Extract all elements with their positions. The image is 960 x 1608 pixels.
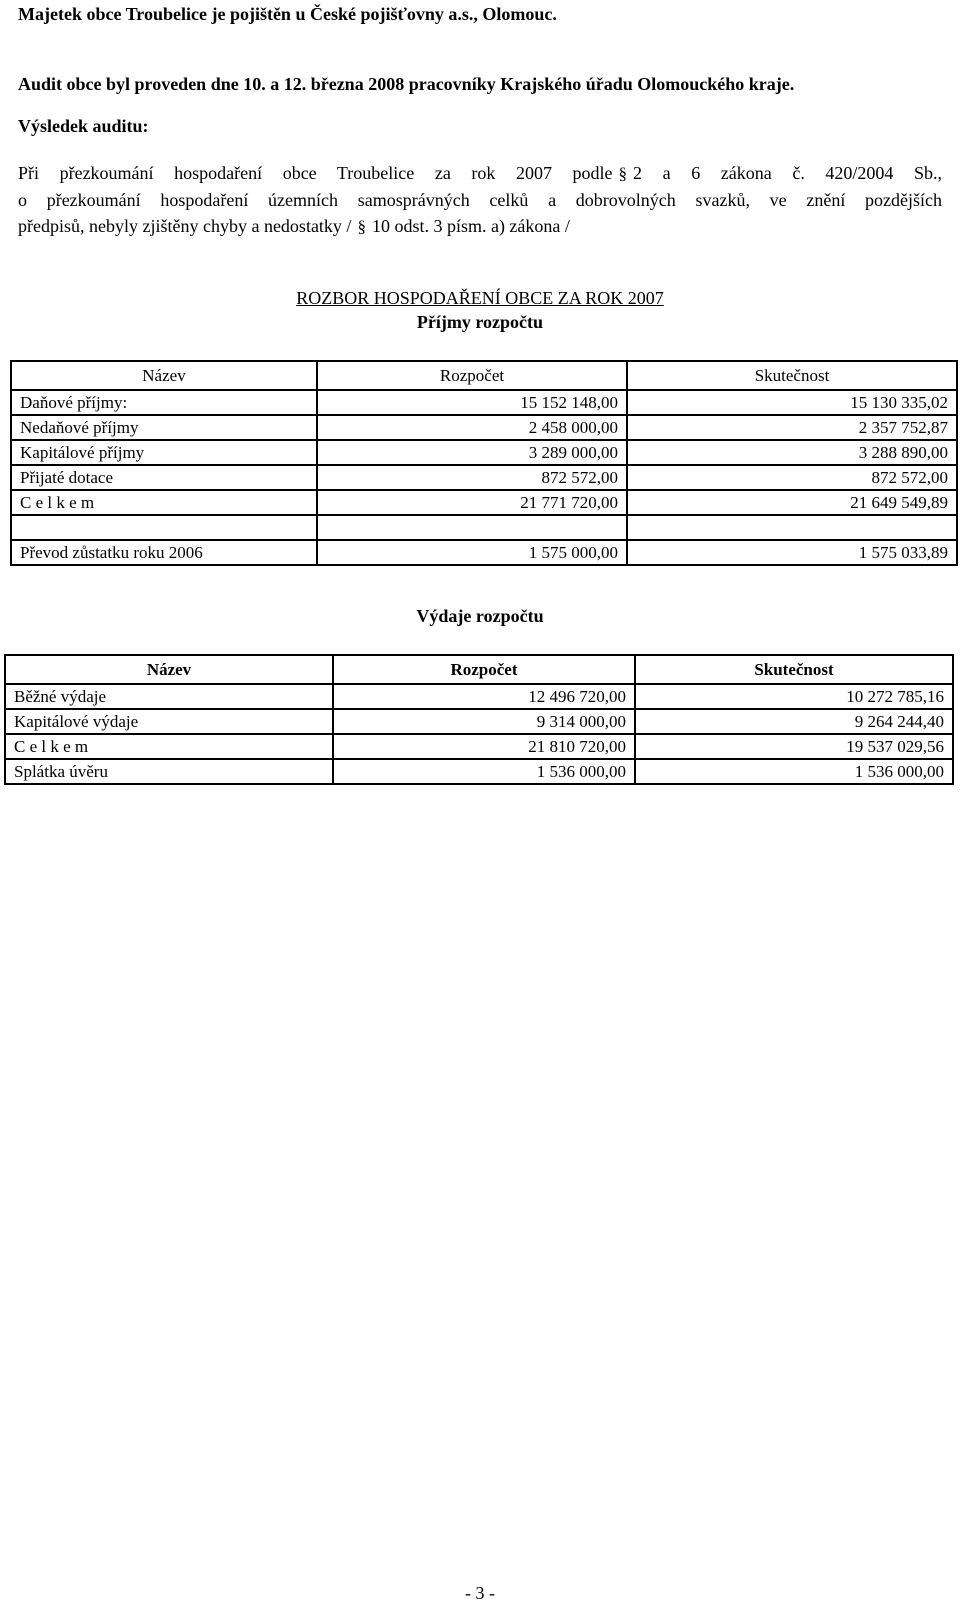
insurance-line: Majetek obce Troubelice je pojištěn u České pojišťovny a.s., Olomouc. — [18, 4, 557, 24]
audit-text-line-2: o přezkoumání hospodaření územních samosprávných celků a dobrovolných svazků, ve znění pozdějších — [18, 190, 942, 210]
budget-value: 21 810 720,00 — [333, 734, 635, 759]
budget-value: 1 536 000,00 — [333, 759, 635, 784]
audit-result-heading: Výsledek auditu: — [18, 116, 149, 136]
section-symbol: § — [618, 164, 628, 183]
row-label: Daňové příjmy: — [11, 390, 317, 415]
table-row-transfer — [11, 540, 957, 565]
table-row — [5, 709, 953, 734]
row-label: Nedaňové příjmy — [11, 415, 317, 440]
table-row-total — [5, 734, 953, 759]
analysis-title: ROZBOR HOSPODAŘENÍ OBCE ZA ROK 2007 — [296, 288, 664, 308]
income-title: Příjmy rozpočtu — [416, 312, 544, 332]
row-label: Převod zůstatku roku 2006 — [11, 540, 317, 565]
row-label: Kapitálové výdaje — [5, 709, 333, 734]
audit-line: Audit obce byl proveden dne 10. a 12. března 2008 pracovníky Krajského úřadu Olomouckého kraje. — [18, 74, 795, 94]
budget-value: 3 289 000,00 — [317, 440, 627, 465]
budget-value: 21 771 720,00 — [317, 490, 627, 515]
row-label: C e l k e m — [11, 490, 317, 515]
column-header: Název — [11, 361, 317, 390]
column-header: Rozpočet — [317, 361, 627, 390]
column-header: Skutečnost — [635, 655, 953, 684]
income-table — [10, 360, 958, 566]
section-symbol: § — [357, 217, 366, 236]
table-row — [11, 415, 957, 440]
table-row — [11, 440, 957, 465]
table-header-row — [5, 655, 953, 684]
row-label: Splátka úvěru — [5, 759, 333, 784]
row-label: Kapitálové příjmy — [11, 440, 317, 465]
row-label: Přijaté dotace — [11, 465, 317, 490]
audit-text-line-3: předpisů, nebyly zjištěny chyby a nedostatky / § 10 odst. 3 písm. a) zákona / — [18, 216, 570, 236]
expense-title: Výdaje rozpočtu — [416, 606, 544, 626]
budget-value: 2 458 000,00 — [317, 415, 627, 440]
audit-text-line-1: Při přezkoumání hospodaření obce Troubelice za rok 2007 podle § 2 a 6 zákona č. 420/2004 Sb., — [18, 163, 942, 183]
table-row — [11, 465, 957, 490]
table-row — [5, 759, 953, 784]
actual-value: 21 649 549,89 — [627, 490, 957, 515]
table-row — [5, 684, 953, 709]
budget-value: 15 152 148,00 — [317, 390, 627, 415]
budget-value: 12 496 720,00 — [333, 684, 635, 709]
actual-value: 872 572,00 — [627, 465, 957, 490]
table-spacer-row — [11, 515, 957, 540]
page-number: - 3 - — [465, 1583, 495, 1603]
budget-value: 1 575 000,00 — [317, 540, 627, 565]
budget-value: 9 314 000,00 — [333, 709, 635, 734]
table-row-total — [11, 490, 957, 515]
actual-value: 10 272 785,16 — [635, 684, 953, 709]
expense-table — [4, 654, 954, 785]
row-label: Běžné výdaje — [5, 684, 333, 709]
table-row — [11, 390, 957, 415]
actual-value: 19 537 029,56 — [635, 734, 953, 759]
actual-value: 3 288 890,00 — [627, 440, 957, 465]
table-header-row — [11, 361, 957, 390]
actual-value: 1 575 033,89 — [627, 540, 957, 565]
row-label: C e l k e m — [5, 734, 333, 759]
actual-value: 9 264 244,40 — [635, 709, 953, 734]
budget-value: 872 572,00 — [317, 465, 627, 490]
audit-result-text — [18, 160, 942, 240]
actual-value: 1 536 000,00 — [635, 759, 953, 784]
actual-value: 2 357 752,87 — [627, 415, 957, 440]
column-header: Rozpočet — [333, 655, 635, 684]
column-header: Skutečnost — [627, 361, 957, 390]
column-header: Název — [5, 655, 333, 684]
actual-value: 15 130 335,02 — [627, 390, 957, 415]
